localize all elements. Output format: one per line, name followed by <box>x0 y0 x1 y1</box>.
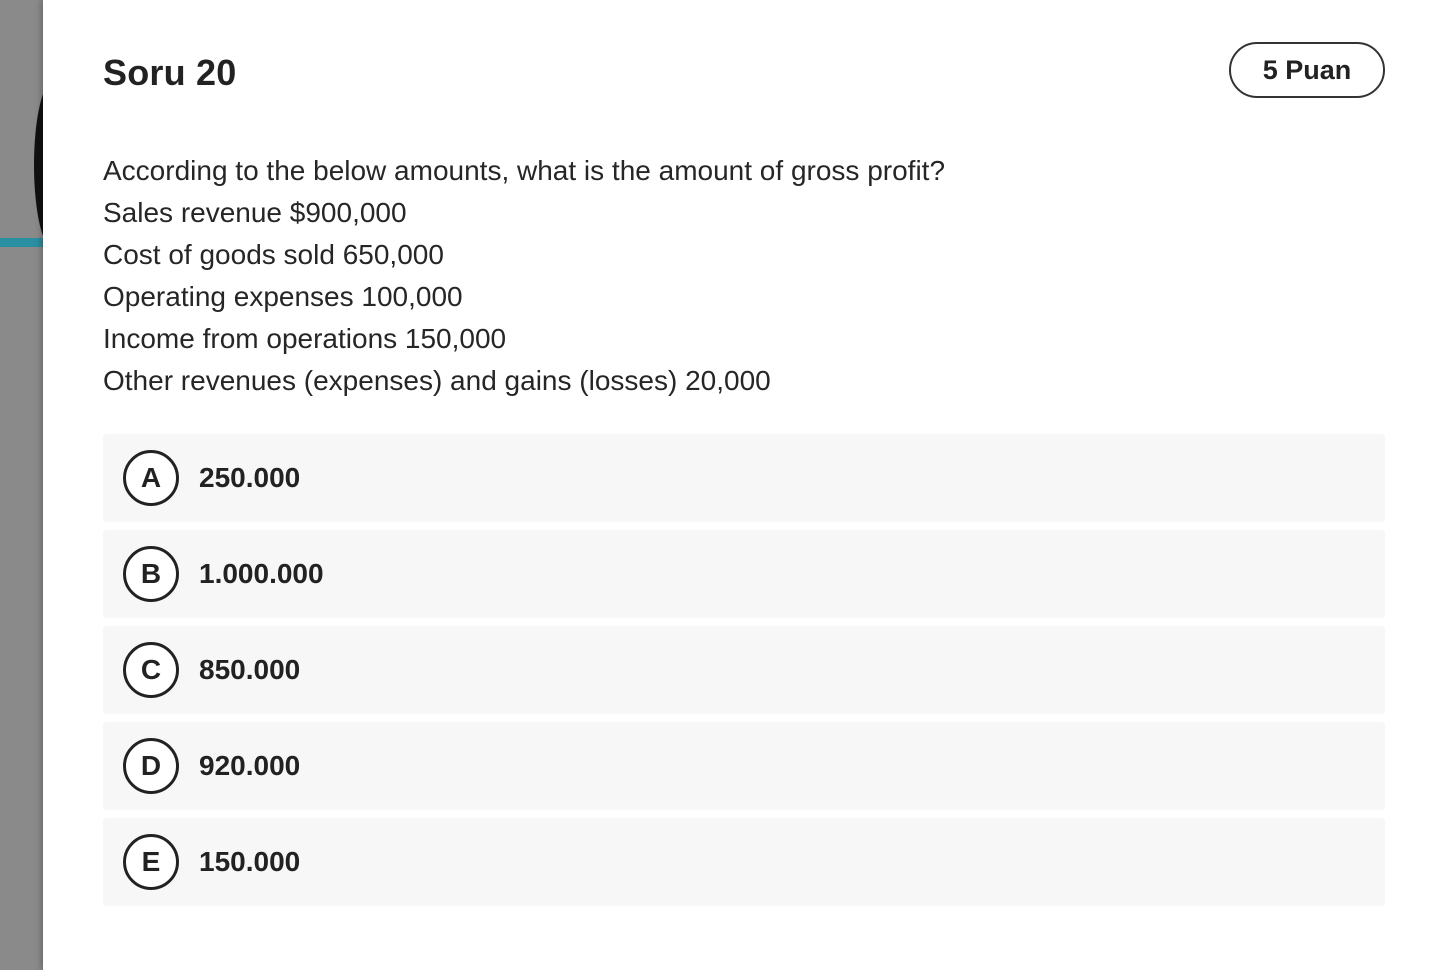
answer-option-a[interactable] <box>103 434 1385 522</box>
option-letter-badge: B <box>123 546 179 602</box>
question-header <box>103 42 1385 102</box>
question-line-cogs: Cost of goods sold 650,000 <box>103 239 444 270</box>
answer-option-b[interactable] <box>103 530 1385 618</box>
question-line-operating-expenses: Operating expenses 100,000 <box>103 281 463 312</box>
answer-options <box>103 434 1385 914</box>
question-title: Soru 20 <box>103 52 237 93</box>
option-text: 1.000.000 <box>199 558 324 589</box>
option-letter-badge: E <box>123 834 179 890</box>
question-text <box>103 150 1383 402</box>
question-panel <box>43 0 1440 970</box>
answer-option-c[interactable] <box>103 626 1385 714</box>
answer-option-e[interactable] <box>103 818 1385 906</box>
option-text: 150.000 <box>199 846 301 877</box>
question-line-sales-revenue: Sales revenue $900,000 <box>103 197 407 228</box>
question-line-other-revenues: Other revenues (expenses) and gains (losses) 20,000 <box>103 365 771 396</box>
question-line-income-operations: Income from operations 150,000 <box>103 323 507 354</box>
option-text: 850.000 <box>199 654 301 685</box>
question-prompt: According to the below amounts, what is the amount of gross profit? <box>103 155 946 186</box>
background-page <box>0 0 44 970</box>
option-letter-badge: C <box>123 642 179 698</box>
option-letter-badge: D <box>123 738 179 794</box>
background-accent-bar <box>0 238 44 247</box>
option-letter-badge: A <box>123 450 179 506</box>
option-text: 250.000 <box>199 462 301 493</box>
answer-option-d[interactable] <box>103 722 1385 810</box>
points-badge: 5 Puan <box>1229 42 1385 98</box>
option-text: 920.000 <box>199 750 301 781</box>
